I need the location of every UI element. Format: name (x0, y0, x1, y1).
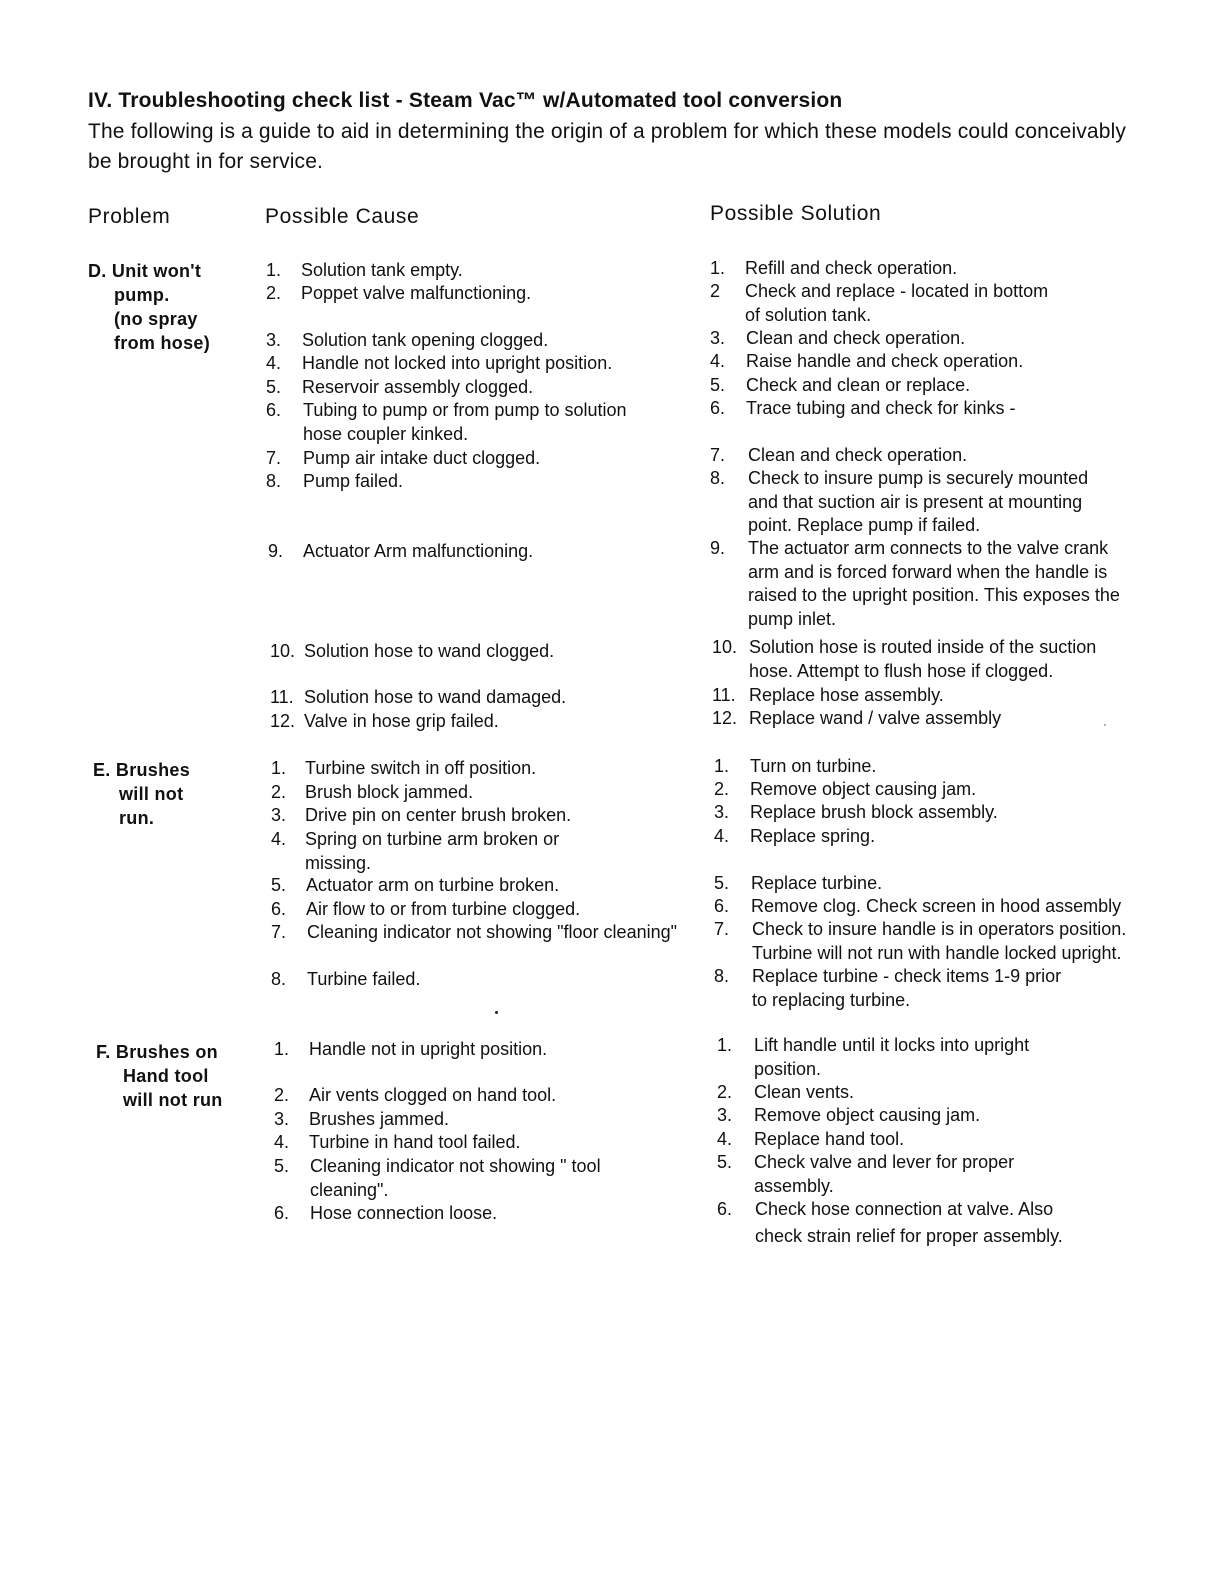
item-number: 8. (266, 471, 282, 491)
problem-line: will not (119, 784, 184, 804)
item-text: Remove clog. Check screen in hood assembly (751, 896, 1122, 916)
column-header-solution: Possible Solution (710, 202, 882, 225)
item-number: 11. (270, 687, 294, 707)
item-number: 3. (266, 330, 282, 350)
item-text: Actuator Arm malfunctioning. (303, 541, 534, 561)
item-text: Solution tank empty. (301, 260, 463, 280)
section-heading: IV. Troubleshooting check list - Steam Vac™ w/Automated tool conversion (88, 89, 843, 112)
problem-line: (no spray (114, 309, 198, 329)
item-text: Pump air intake duct clogged. (303, 448, 541, 468)
item-number: 2. (266, 283, 282, 303)
item-number: 7. (266, 448, 282, 468)
intro-paragraph: The following is a guide to aid in determining the origin of a problem for which these models could conceivably be brought in for service. (88, 120, 1127, 173)
item-text: Solution hose to wand damaged. (304, 687, 567, 707)
item-text: Brushes jammed. (309, 1109, 450, 1129)
problem-line: D. Unit won't (88, 261, 202, 281)
item-number: 5. (274, 1156, 290, 1176)
item-text: Replace spring. (750, 826, 876, 846)
item-number: 3. (717, 1105, 733, 1125)
item-number: 2. (274, 1085, 290, 1105)
item-text: Air flow to or from turbine clogged. (306, 899, 581, 919)
item-number: 12. (712, 708, 738, 728)
item-text: The actuator arm connects to the valve crank (748, 538, 1109, 558)
item-text: Turn on turbine. (750, 756, 877, 776)
item-text: Hose connection loose. (310, 1203, 498, 1223)
item-text: Solution hose is routed inside of the suction (749, 637, 1097, 657)
item-number: 5. (717, 1152, 733, 1172)
item-text: Turbine in hand tool failed. (309, 1132, 521, 1152)
item-text: Solution hose to wand clogged. (304, 641, 555, 661)
item-text: Spring on turbine arm broken or (305, 829, 560, 849)
item-text: assembly. (754, 1175, 834, 1196)
problem-label-d (88, 259, 210, 355)
item-text: Remove object causing jam. (750, 779, 977, 799)
item-number: 2. (714, 779, 730, 799)
item-text: Turbine will not run with handle locked upright. (752, 942, 1122, 963)
item-number: 3. (271, 805, 287, 825)
item-text: Air vents clogged on hand tool. (309, 1085, 557, 1105)
item-number: 9. (710, 538, 726, 558)
item-number: 6. (266, 400, 282, 420)
item-text: Cleaning indicator not showing " tool (310, 1156, 601, 1176)
item-text: arm and is forced forward when the handle is (748, 561, 1108, 582)
item-text: of solution tank. (745, 304, 872, 325)
item-number: 5. (266, 377, 282, 397)
item-text: check strain relief for proper assembly. (755, 1225, 1063, 1246)
item-number: 7. (710, 445, 726, 465)
item-text: Replace hand tool. (754, 1129, 905, 1149)
item-text: Turbine switch in off position. (305, 758, 537, 778)
column-header-cause: Possible Cause (265, 205, 420, 228)
problem-line: pump. (114, 285, 170, 305)
item-text: hose. Attempt to flush hose if clogged. (749, 660, 1054, 681)
item-text: Replace brush block assembly. (750, 802, 998, 822)
item-text: hose coupler kinked. (303, 423, 469, 444)
item-text: Handle not locked into upright position. (302, 353, 613, 373)
item-text: Cleaning indicator not showing "floor cleaning" (307, 922, 678, 942)
item-number: 2 (710, 281, 721, 301)
item-number: 10. (270, 641, 296, 661)
item-text: Clean and check operation. (748, 445, 968, 465)
speck-mark (495, 1011, 498, 1014)
item-number: 4. (274, 1132, 290, 1152)
item-number: 4. (271, 829, 287, 849)
item-number: 5. (710, 375, 726, 395)
item-text: Check and replace - located in bottom (745, 281, 1049, 301)
item-text: Valve in hose grip failed. (304, 711, 499, 731)
item-text: pump inlet. (748, 608, 837, 629)
item-text: Replace hose assembly. (749, 685, 944, 705)
column-header-problem: Problem (88, 205, 171, 228)
problem-line: will not run (123, 1090, 223, 1110)
item-text: Tubing to pump or from pump to solution (303, 400, 627, 420)
item-number: 1. (717, 1035, 733, 1055)
item-text: Replace wand / valve assembly (749, 708, 1002, 728)
item-number: 4. (710, 351, 726, 371)
item-number: 7. (714, 919, 730, 939)
item-number: 5. (714, 873, 730, 893)
item-text: Check to insure pump is securely mounted (748, 468, 1089, 488)
item-text: Check and clean or replace. (746, 375, 971, 395)
item-number: 5. (271, 875, 287, 895)
item-text: Remove object causing jam. (754, 1105, 981, 1125)
item-number: 9. (268, 541, 284, 561)
item-text: missing. (305, 852, 372, 873)
problem-line: from hose) (114, 333, 211, 353)
item-number: 3. (714, 802, 730, 822)
item-text: Reservoir assembly clogged. (302, 377, 534, 397)
problem-label-f (96, 1040, 223, 1112)
item-number: 6. (714, 896, 730, 916)
item-number: 4. (714, 826, 730, 846)
item-text: to replacing turbine. (752, 989, 911, 1010)
item-number: 12. (270, 711, 296, 731)
item-text: Check valve and lever for proper (754, 1152, 1015, 1172)
item-text: Drive pin on center brush broken. (305, 805, 572, 825)
item-text: Raise handle and check operation. (746, 351, 1024, 371)
item-text: Handle not in upright position. (309, 1039, 548, 1059)
item-text: Lift handle until it locks into upright (754, 1035, 1030, 1055)
item-text: Poppet valve malfunctioning. (301, 283, 532, 303)
item-text: Actuator arm on turbine broken. (306, 875, 560, 895)
problem-line: E. Brushes (93, 760, 191, 780)
problem-line: Hand tool (123, 1066, 209, 1086)
item-number: 8. (271, 969, 287, 989)
item-number: 1. (266, 260, 282, 280)
item-text: raised to the upright position. This exposes the (748, 585, 1120, 605)
item-number: 1. (714, 756, 730, 776)
item-text: Brush block jammed. (305, 782, 474, 802)
item-number: 8. (714, 966, 730, 986)
item-number: 6. (717, 1199, 733, 1219)
item-number: 10. (712, 637, 738, 657)
item-number: 3. (710, 328, 726, 348)
item-number: 1. (271, 758, 287, 778)
item-number: 1. (710, 258, 726, 278)
item-number: 6. (274, 1203, 290, 1223)
item-number: 1. (274, 1039, 290, 1059)
item-number: 8. (710, 468, 726, 488)
item-text: Check to insure handle is in operators position. (752, 919, 1127, 939)
item-number: 6. (271, 899, 287, 919)
item-number: 4. (717, 1129, 733, 1149)
item-number: 7. (271, 922, 287, 942)
item-text: Replace turbine. (751, 873, 883, 893)
item-number: 4. (266, 353, 282, 373)
item-number: 6. (710, 398, 726, 418)
item-number: 2. (717, 1082, 733, 1102)
item-text: position. (754, 1058, 822, 1079)
problem-line: F. Brushes on (96, 1042, 218, 1062)
problem-line: run. (119, 808, 155, 828)
item-text: Solution tank opening clogged. (302, 330, 549, 350)
item-text: and that suction air is present at mounting (748, 491, 1083, 512)
item-number: 2. (271, 782, 287, 802)
item-text: point. Replace pump if failed. (748, 515, 981, 535)
item-text: Clean and check operation. (746, 328, 966, 348)
problem-label-e (93, 758, 190, 830)
item-number: 3. (274, 1109, 290, 1129)
item-text: Check hose connection at valve. Also (755, 1199, 1054, 1219)
item-text: Replace turbine - check items 1-9 prior (752, 966, 1062, 986)
item-text: Refill and check operation. (745, 258, 958, 278)
item-text: cleaning". (310, 1179, 389, 1200)
item-text: Turbine failed. (307, 969, 421, 989)
item-text: Trace tubing and check for kinks - (746, 398, 1016, 418)
item-text: Clean vents. (754, 1082, 855, 1102)
item-text: Pump failed. (303, 471, 404, 491)
item-number: 11. (712, 685, 736, 705)
speck-mark (1104, 724, 1106, 726)
